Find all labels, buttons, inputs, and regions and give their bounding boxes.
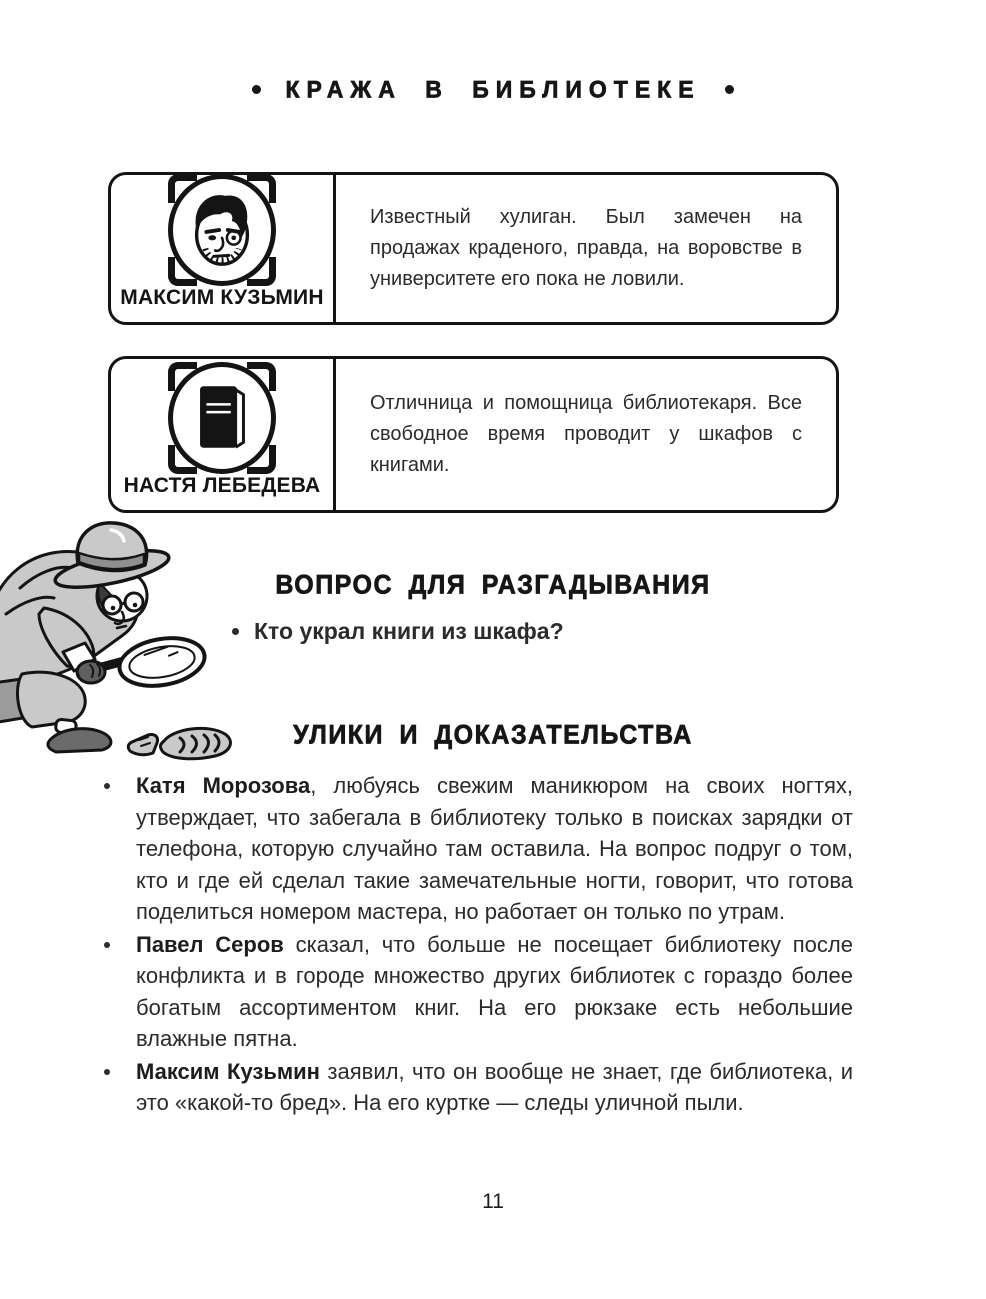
- clue-item-pavel: [103, 929, 853, 1055]
- bullet-icon: [104, 942, 110, 948]
- header-right-dot-icon: [725, 85, 734, 94]
- bullet-icon: [104, 1069, 110, 1075]
- question-text: Кто украл книги из шкафа?: [254, 618, 564, 644]
- clue-item-katya: [103, 770, 853, 928]
- suspect-name: МАКСИМ КУЗЬМИН: [120, 286, 324, 309]
- clue-suspect-name: Катя Морозова: [136, 773, 311, 798]
- header-left-dot-icon: [252, 85, 261, 94]
- bullet-icon: [104, 783, 110, 789]
- clues-section-heading: [0, 721, 986, 750]
- viewfinder-frame-icon: [164, 362, 280, 474]
- suspect-face-icon: [187, 190, 257, 270]
- clue-item-maksim: [103, 1056, 853, 1119]
- viewfinder-frame-icon: [164, 174, 280, 286]
- suspect-card-left-column: [111, 175, 333, 322]
- avatar: [164, 362, 280, 474]
- suspect-card-left-column: [111, 359, 333, 510]
- book-icon: [187, 378, 257, 458]
- suspect-card-body: [336, 175, 836, 322]
- page-header: [0, 76, 986, 103]
- clue-text: заявил, что он вообще не знает, где библиотека, и это «какой-то бред». На его куртке — следы уличной пыли.: [136, 1058, 853, 1115]
- avatar-circle: [168, 174, 276, 286]
- suspect-card-nastya: [108, 356, 839, 513]
- question-line: [232, 618, 564, 645]
- suspect-description: Отличница и помощница библиотекаря. Все свободное время проводит у шкафов с книгами.: [370, 392, 802, 476]
- suspect-name: НАСТЯ ЛЕБЕДЕВА: [123, 474, 321, 497]
- suspect-description: Известный хулиган. Был замечен на продажах краденого, правда, на воровстве в университете его пока не ловили.: [370, 206, 802, 290]
- suspect-card-maksim: [108, 172, 839, 325]
- suspect-card-body: [336, 359, 836, 510]
- page-title: КРАЖА В БИБЛИОТЕКЕ: [285, 75, 701, 103]
- page-number: 11: [482, 1190, 504, 1213]
- clue-text: , любуясь свежим маникюром на своих ногтях, утверждает, что забегала в библиотеку только в поисках зарядки от телефона, которую случайно там оставила. На вопрос подруг о том, кто и где ей сделал такие замечательные ногти, говорит, что готова поделиться номером мастера, но работает он только по утрам.: [136, 773, 853, 924]
- clues-heading-text: УЛИКИ И ДОКАЗАТЕЛЬСТВА: [293, 719, 693, 750]
- question-heading-text: ВОПРОС ДЛЯ РАЗГАДЫВАНИЯ: [275, 569, 711, 600]
- clue-text: сказал, что больше не посещает библиотеку после конфликта и в городе множество других библиотек с гораздо более богатым ассортиментом книг. На его рюкзаке есть небольшие влажные пятна.: [136, 931, 853, 1051]
- clue-suspect-name: Павел Серов: [136, 931, 284, 957]
- avatar: [164, 174, 280, 286]
- clues-list: [103, 770, 853, 1120]
- clue-suspect-name: Максим Кузьмин: [136, 1058, 320, 1084]
- avatar-circle: [168, 362, 276, 474]
